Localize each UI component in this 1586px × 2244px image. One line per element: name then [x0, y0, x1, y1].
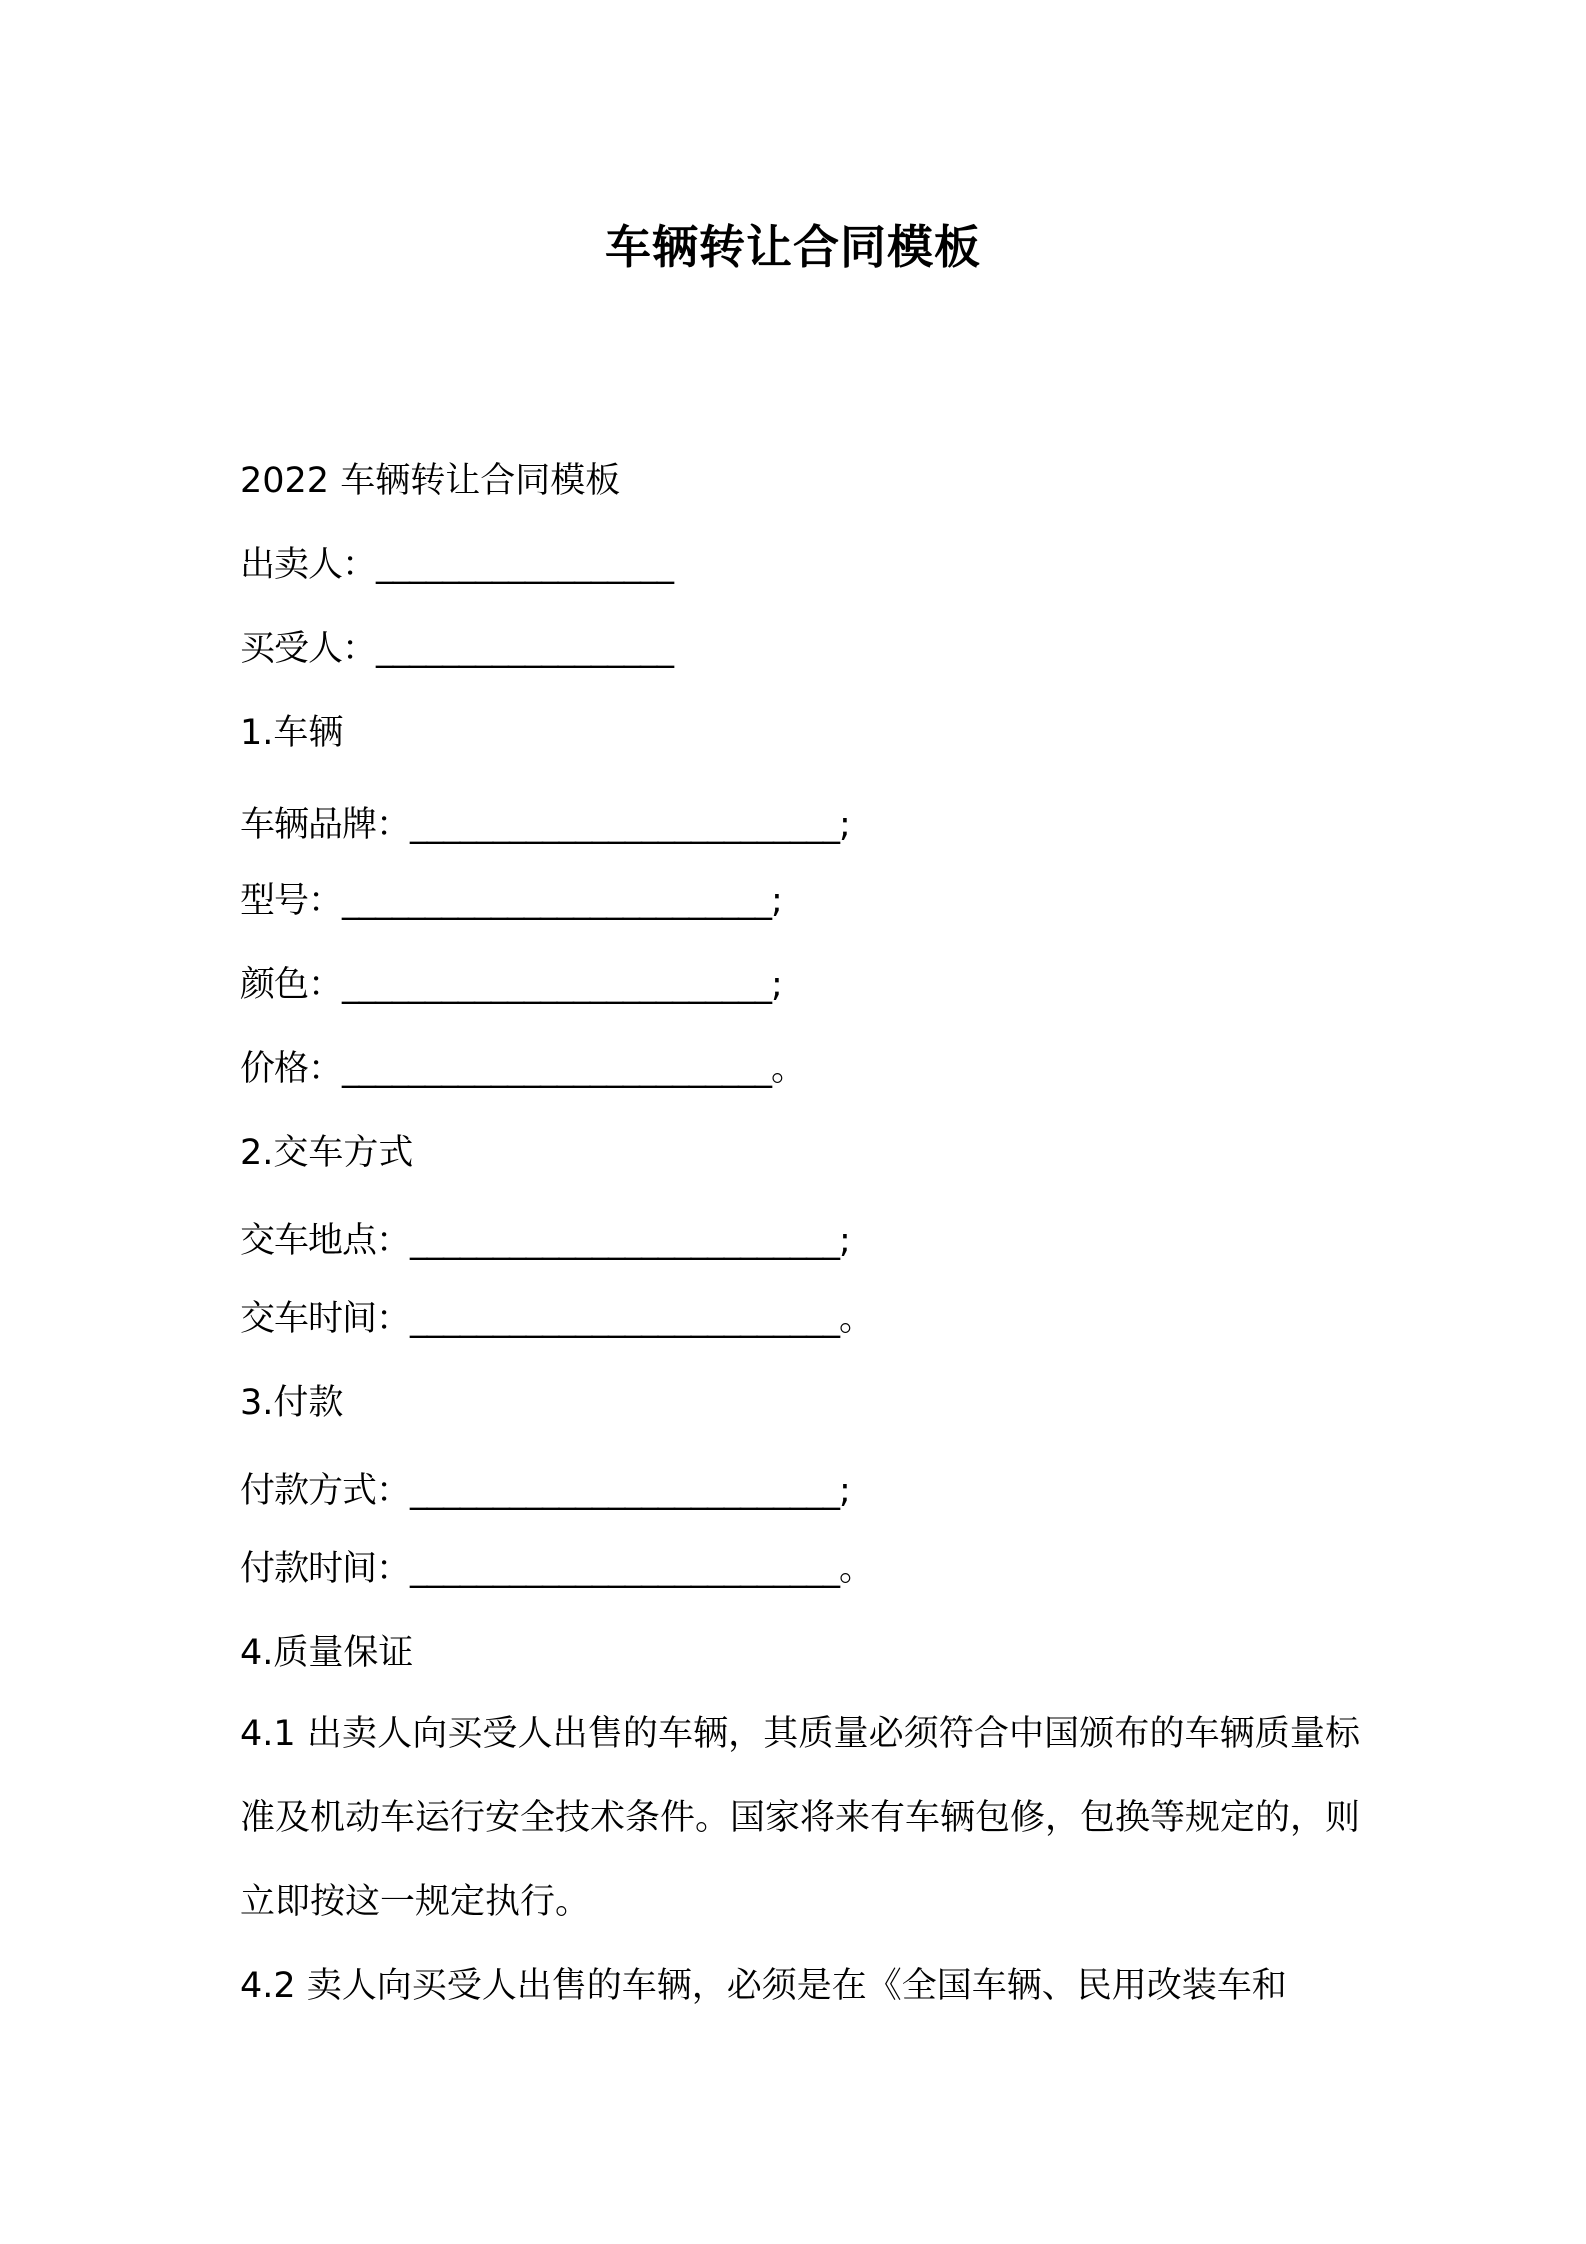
vehicle-color-field: 颜色：__________________________; [240, 965, 782, 1005]
payment-method-field: 付款方式：__________________________; [240, 1471, 850, 1511]
quality-clause-4-1: 4.1 出卖人向买受人出售的车辆，其质量必须符合中国颁布的车辆质量标准及机动车运行安全技术条件。国家将来有车辆包修，包换等规定的，则立即按这一规定执行。 [240, 1714, 1361, 1922]
document-subtitle: 2022 车辆转让合同模板 [240, 461, 621, 501]
document-title: 车辆转让合同模板 [605, 220, 981, 274]
vehicle-brand-field: 车辆品牌：__________________________; [240, 805, 850, 845]
section-heading-delivery: 2.交车方式 [240, 1133, 414, 1173]
section-heading-vehicle: 1.车辆 [240, 713, 344, 753]
quality-clause-4-2: 4.2 卖人向买受人出售的车辆，必须是在《全国车辆、民用改装车和 [240, 1966, 1287, 2006]
seller-field: 出卖人：__________________ [240, 545, 674, 585]
section-heading-payment: 3.付款 [240, 1383, 344, 1423]
delivery-time-field: 交车时间：__________________________。 [240, 1299, 874, 1339]
delivery-location-field: 交车地点：__________________________; [240, 1221, 850, 1261]
buyer-field: 买受人：__________________ [240, 629, 674, 669]
vehicle-price-field: 价格：__________________________。 [240, 1049, 806, 1089]
section-heading-quality: 4.质量保证 [240, 1633, 414, 1673]
vehicle-model-field: 型号：__________________________; [240, 881, 782, 921]
payment-time-field: 付款时间：__________________________。 [240, 1549, 874, 1589]
